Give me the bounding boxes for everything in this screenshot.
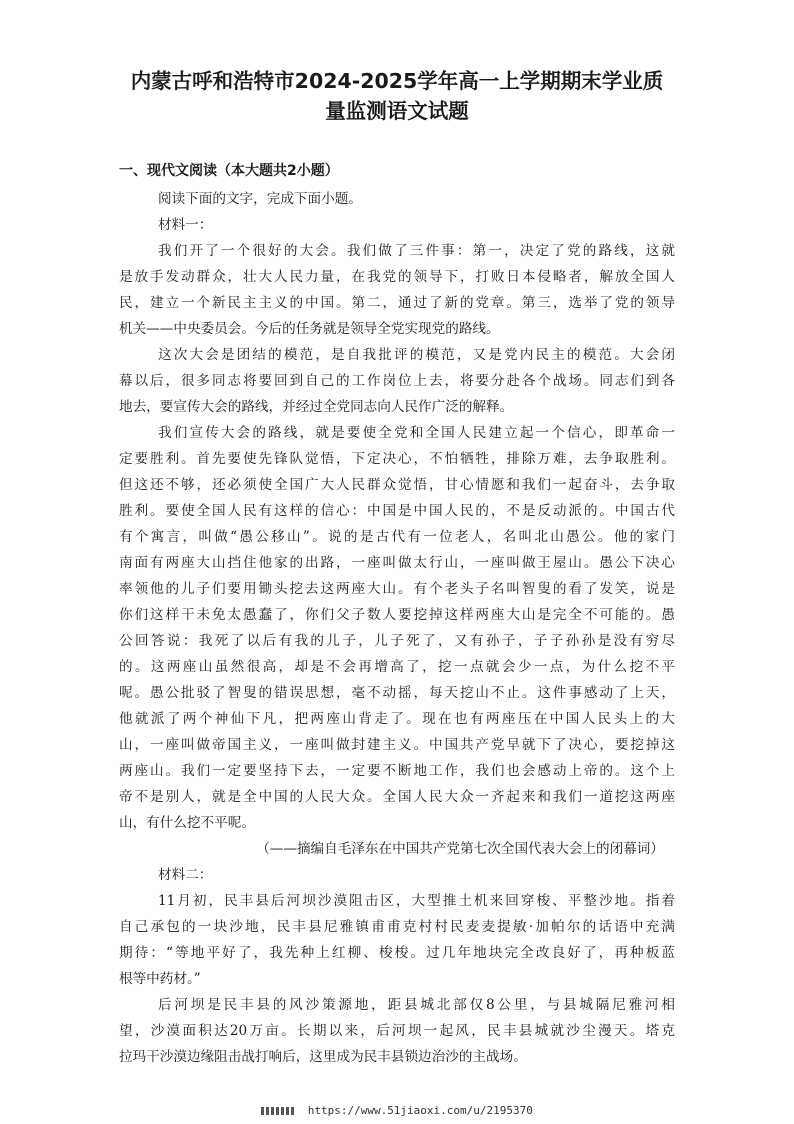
text-line: 拉玛干沙漠边缘阻击战打响后，这里成为民丰县锁边治沙的主战场。	[119, 1049, 527, 1065]
footer-link[interactable]: https://www.51jiaoxi.com/u/2195370	[307, 1104, 533, 1117]
site-logo-icon	[261, 1107, 295, 1115]
text-line: 阅读下面的文字，完成下面小题。	[158, 191, 362, 207]
text-line: 我们开了一个很好的大会。我们做了三件事：第一，决定了党的路线，这就	[158, 243, 675, 259]
title-line-2: 量监测语文试题	[325, 99, 469, 123]
text-line: 两座山。我们一定要坚持下去，一定要不断地工作，我们也会感动上帝的。这个上	[119, 763, 675, 779]
text-line: 材料二：	[158, 867, 213, 883]
text-line: 地去，要宣传大会的路线，并经过全党同志向人民作广泛的解释。	[119, 399, 514, 415]
text-line: 南面有两座大山挡住他家的出路，一座叫做太行山，一座叫做王屋山。愚公下决心	[119, 555, 675, 571]
title-line-1: 内蒙古呼和浩特市2024-2025学年高一上学期期末学业质	[130, 69, 664, 93]
text-line: 幕以后，很多同志将要回到自己的工作岗位上去，将要分赴各个战场。同志们到各	[119, 373, 675, 389]
text-line: 自己承包的一块沙地，民丰县尼雅镇甫甫克村村民麦麦提敏·加帕尔的话语中充满	[119, 919, 675, 935]
text-line: 山，一座叫做帝国主义，一座叫做封建主义。中国共产党早就下了决心，要挖掉这	[119, 737, 675, 753]
text-line: 11月初，民丰县后河坝沙漠阻击区，大型推土机来回穿梭、平整沙地。指着	[158, 893, 675, 909]
footer	[0, 1104, 794, 1117]
text-line: 后河坝是民丰县的风沙策源地，距县城北部仅8公里，与县城隔尼雅河相	[158, 997, 675, 1013]
text-line: 公回答说：我死了以后有我的儿子，儿子死了，又有孙子，子子孙孙是没有穷尽	[119, 633, 675, 649]
text-line: 你们这样干未免太愚蠢了，你们父子数人要挖掉这样两座大山是完全不可能的。愚	[119, 607, 675, 623]
text-line: 根等中药材。”	[119, 971, 201, 987]
text-line: （——摘编自毛泽东在中国共产党第七次全国代表大会上的闭幕词）	[256, 841, 664, 857]
text-line: 的。这两座山虽然很高，却是不会再增高了，挖一点就会少一点，为什么挖不平	[119, 659, 675, 675]
text-line: 率领他的儿子们要用锄头挖去这两座大山。有个老头子名叫智叟的看了发笑，说是	[119, 581, 675, 597]
text-line: 呢。愚公批驳了智叟的错误思想，毫不动摇，每天挖山不止。这件事感动了上天，	[119, 685, 675, 701]
text-line: 有个寓言，叫做“愚公移山”。说的是古代有一位老人，名叫北山愚公。他的家门	[119, 529, 675, 545]
text-line: 是放手发动群众，壮大人民力量，在我党的领导下，打败日本侵略者，解放全国人	[119, 269, 675, 285]
text-line: 期待：“等地平好了，我先种上红柳、梭梭。过几年地块完全改良好了，再种板蓝	[119, 945, 675, 961]
text-line: 望，沙漠面积达20万亩。长期以来，后河坝一起风，民丰县城就沙尘漫天。塔克	[119, 1023, 675, 1039]
text-line: 山，有什么挖不平呢。	[119, 815, 255, 831]
text-line: 我们宣传大会的路线，就是要使全党和全国人民建立起一个信心，即革命一	[158, 425, 675, 441]
text-line: 帝不是别人，就是全中国的人民大众。全国人民大众一齐起来和我们一道挖这两座	[119, 789, 675, 805]
text-line: 胜利。要使全国人民有这样的信心：中国是中国人民的，不是反动派的。中国古代	[119, 503, 675, 519]
document-title	[110, 66, 684, 126]
text-line: 民，建立一个新民主主义的中国。第二，通过了新的党章。第三，选举了党的领导	[119, 295, 675, 311]
text-line: 但这还不够，还必须使全国广大人民群众觉悟，甘心情愿和我们一起奋斗，去争取	[119, 477, 675, 493]
text-line: 这次大会是团结的模范，是自我批评的模范，又是党内民主的模范。大会闭	[158, 347, 675, 363]
text-line: 他就派了两个神仙下凡，把两座山背走了。现在也有两座压在中国人民头上的大	[119, 711, 675, 727]
text-line: 材料一：	[158, 217, 213, 233]
text-line: 定要胜利。首先要使先锋队觉悟，下定决心，不怕牺牲，排除万难，去争取胜利。	[119, 451, 675, 467]
text-line: 机关——中央委员会。今后的任务就是领导全党实现党的路线。	[119, 321, 500, 337]
section-heading: 一、现代文阅读（本大题共2小题）	[119, 163, 339, 179]
